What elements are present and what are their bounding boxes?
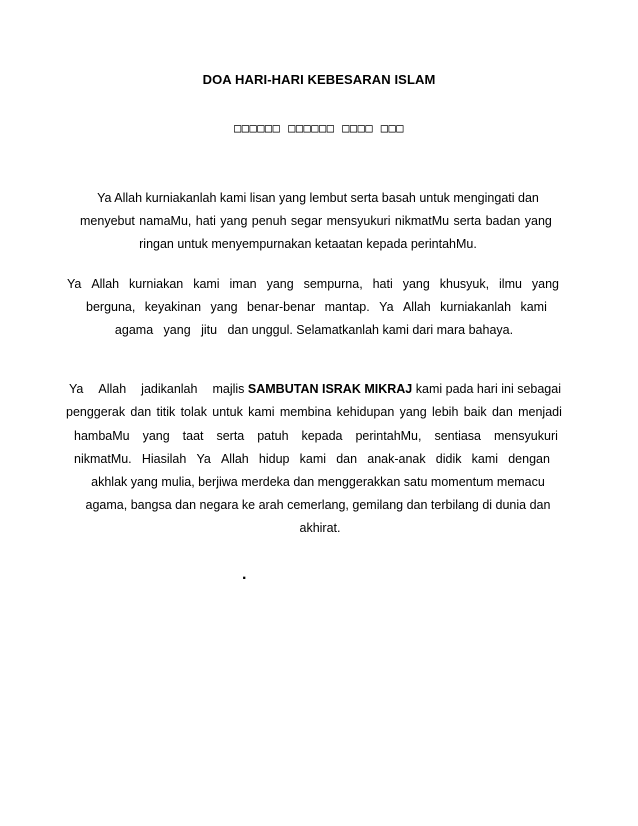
word: anak-anak [367,452,426,466]
para1-line1: Ya Allah kurniakanlah kami lisan yang lembut serta basah untuk mengingati dan [97,191,539,205]
word: jadikanlah [141,382,198,396]
word: hati [372,277,393,291]
para2-line2 [86,299,547,315]
word: kurniakanlah [440,300,512,314]
word: patuh [257,429,289,443]
word: dan [491,405,513,419]
word: Allah [402,300,431,314]
word: kami [520,300,547,314]
para3-line1-prefix [69,381,244,397]
word: lebih [432,405,459,419]
para2-line1 [67,276,559,292]
word: khusyuk, [439,277,490,291]
word: yang [142,429,170,443]
word: taat [182,429,204,443]
word: Ya [67,277,82,291]
word: segar [290,214,323,228]
word: titik [156,405,176,419]
word: untuk [212,405,243,419]
word: yang [220,214,248,228]
word: hambaMu [74,429,130,443]
word: kami [193,277,220,291]
word: kami [248,405,275,419]
word: iman [229,277,257,291]
word: serta [216,429,245,443]
word: sempurna, [303,277,363,291]
word: Ya [196,452,211,466]
word: namaMu, [139,214,192,228]
word: didik [435,452,462,466]
word: yang [524,214,552,228]
para3-line4 [74,451,550,467]
word: mantap. [324,300,370,314]
word: dan [130,405,152,419]
word: Allah [98,382,127,396]
word: Ya [379,300,394,314]
word: membina [279,405,332,419]
word: kami [299,452,327,466]
word: Hiasilah [141,452,187,466]
word: majlis [212,382,245,396]
word: benar-benar [247,300,316,314]
para3-line5: akhlak yang mulia, berjiwa merdeka dan menggerakkan satu momentum memacu [91,475,545,489]
word: menyebut [80,214,135,228]
word: Allah [91,277,120,291]
arabic-title-unrendered: □□□□□□ □□□□□□ □□□□ □□□ [234,121,404,135]
word: penggerak [66,405,126,419]
trailing-dot: . [242,566,247,583]
word: nikmatMu [394,214,450,228]
word: baik [463,405,487,419]
word: dengan [508,452,550,466]
para3-line1 [69,381,561,397]
word: dan [336,452,358,466]
word: berguna, [86,300,136,314]
word: tolak [180,405,207,419]
para2-line3: agama yang jitu dan unggul. Selamatkanlah kami dari mara bahaya. [114,323,514,337]
word: nikmatMu. [74,452,132,466]
word: yang [531,277,559,291]
word: badan [485,214,521,228]
word: penuh [251,214,287,228]
word: mensyukuri [493,429,558,443]
word: yang [266,277,294,291]
word: menjadi [518,405,562,419]
para3-line6: agama, bangsa dan negara ke arah cemerlang, gemilang dan terbilang di dunia dan [85,498,551,512]
word: kurniakan [129,277,184,291]
event-name: SAMBUTAN ISRAK MIKRAJ [247,382,413,396]
para1-line3: ringan untuk menyempurnakan ketaatan kepada perintahMu. [139,237,477,251]
word: hati [195,214,216,228]
word: kehidupan [336,405,395,419]
word: serta [453,214,482,228]
word: sentiasa [434,429,482,443]
word: Allah [220,452,249,466]
para3-line7: akhirat. [299,521,341,535]
word: ilmu [499,277,522,291]
word: yang [399,405,427,419]
word: yang [402,277,430,291]
word: yang [210,300,238,314]
para1-line2 [80,213,552,229]
para3-line2 [66,404,562,420]
word: keyakinan [144,300,202,314]
word: kepada [301,429,343,443]
word: hidup [258,452,290,466]
para3-line1-suffix: kami pada hari ini sebagai [415,382,561,396]
para3-line3 [74,428,558,444]
word: kami [471,452,499,466]
word: mensyukuri [326,214,391,228]
word: Ya [69,382,84,396]
word: perintahMu, [355,429,422,443]
document-title: DOA HARI-HARI KEBESARAN ISLAM [202,72,436,87]
